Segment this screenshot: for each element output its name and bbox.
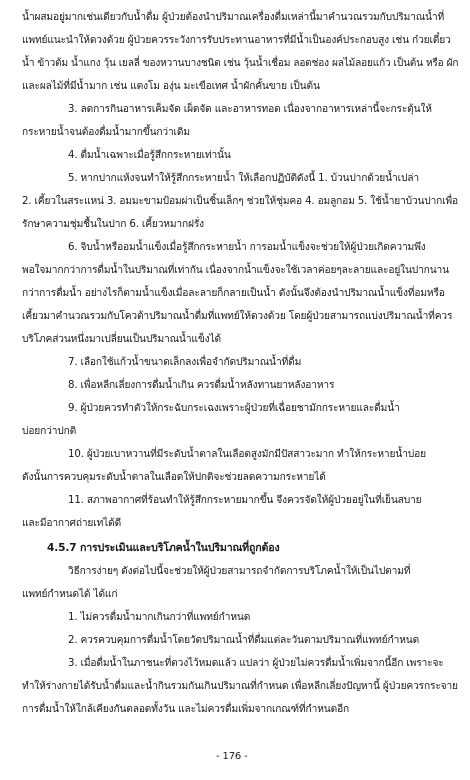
- paragraph-line: บริโภคส่วนหนึ่งมาเปลี่ยนเป็นปริมาณน้ำแข็งได้: [22, 334, 221, 345]
- list-item-4: 4. ดื่มน้ำเฉพาะเมื่อรู้สึกกระหายเท่านั้น: [68, 150, 231, 161]
- list-item-5: 5. หากปากแห้งจนทำให้รู้สึกกระหายน้ำ ให้เลือกปฏิบัติดังนี้ 1. บ้วนปากด้วยน้ำเปล่า: [68, 173, 419, 184]
- paragraph-line: วิธีการง่ายๆ ดังต่อไปนี้จะช่วยให้ผู้ป่วยสามารถจำกัดการบริโภคน้ำให้เป็นไปตามที่: [68, 566, 411, 577]
- paragraph-line: แพทย์แนะนำให้ดวงด้วย ผู้ป่วยควรระวังการรับประทานอาหารที่มีน้ำเป็นองค์ประกอบสูง เช่น ก๋วยเตี๋ยว: [22, 35, 451, 46]
- list-item-10: 10. ผู้ป่วยเบาหวานที่มีระดับน้ำตาลในเลือดสูงมักมีปัสสาวะมาก ทำให้กระหายน้ำบ่อย: [68, 449, 426, 460]
- list-item-6: 6. จิบน้ำหรืออมน้ำแข็งเมื่อรู้สึกกระหายน้ำ การอมน้ำแข็งจะช่วยให้ผู้ป่วยเกิดความพึง: [68, 242, 426, 253]
- paragraph-line: บ่อยกว่าปกติ: [22, 426, 77, 437]
- numbered-item-1: 1. ไม่ควรดื่มน้ำมากเกินกว่าที่แพทย์กำหนด: [68, 612, 251, 623]
- paragraph-line: แพทย์กำหนดได้ ได้แก่: [22, 589, 118, 600]
- paragraph-line: ทำให้ร่างกายได้รับน้ำดื่มและน้ำกินรวมกันเกินปริมาณที่กำหนด เพื่อหลีกเลี่ยงปัญหานี้ ผู้ป่วยควรกระจาย: [22, 681, 458, 692]
- list-item-9: 9. ผู้ป่วยควรทำตัวให้กระฉับกระเฉงเพราะผู้ป่วยที่เฉื่อยชามักกระหายและดื่มน้ำ: [68, 403, 400, 414]
- paragraph-line: รักษาความชุ่มชื้นในปาก 6. เคี้ยวหมากฝรั่ง: [22, 219, 204, 230]
- paragraph-line: และมีอากาศถ่ายเทได้ดี: [22, 518, 122, 529]
- paragraph-line: และผลไม้ที่มีน้ำมาก เช่น แตงโม องุ่น มะเขือเทศ น้ำผักคั้นขาย เป็นต้น: [22, 81, 320, 92]
- paragraph-line: น้ำผสมอยู่มากเช่นเดียวกับน้ำดื่ม ผู้ป่วยต้องนำปริมาณเครื่องดื่มเหล่านี้มาคำนวณรวมกับปริมาณน้ำที่: [22, 12, 445, 23]
- list-item-8: 8. เพื่อหลีกเลี่ยงการดื่มน้ำเกิน ควรดื่มน้ำหลังทานยาหลังอาหาร: [68, 380, 335, 391]
- paragraph-line: น้ำ ข้าวต้ม น้ำแกง วุ้น เยลลี่ ของหวานบางชนิด เช่น วุ้นน้ำเชื่อม ลอดช่อง ผลไม้ลอยแก้ว เป็นต้น หรือ ผัก: [22, 58, 459, 69]
- paragraph-line: 2. เคี้ยวในสระแหน่ 3. อมมะขามป้อมผ่าเป็นชิ้นเล็กๆ ช่วยให้ชุ่มคอ 4. อมลูกอม 5. ใช้น้ำยาบ้วนปากเพื่อ: [22, 196, 459, 207]
- paragraph-line: เคี้ยวมาคำนวณรวมกับโควต้าปริมาณน้ำดื่มที่แพทย์ให้ดวงด้วย โดยผู้ป่วยสามารถแบ่งปริมาณน้ำที่ควร: [22, 311, 453, 322]
- list-item-3: 3. ลดการกินอาหารเค็มจัด เผ็ดจัด และอาหารทอด เนื่องจากอาหารเหล่านี้จะกระตุ้นให้: [68, 104, 432, 115]
- list-item-7: 7. เลือกใช้แก้วน้ำขนาดเล็กลงเพื่อจำกัดปริมาณน้ำที่ดื่ม: [68, 357, 302, 368]
- paragraph-line: การดื่มน้ำให้ใกล้เคียงกันตลอดทั้งวัน และไม่ควรดื่มเพิ่มจากเกณฑ์ที่กำหนดอีก: [22, 704, 350, 715]
- paragraph-line: กระหายน้ำจนต้องดื่มน้ำมากขึ้นกว่าเดิม: [22, 127, 190, 138]
- paragraph-line: กว่าการดื่มน้ำ อย่างไรก็ตามน้ำแข็งเมื่อละลายก็กลายเป็นน้ำ ดังนั้นจึงต้องนำปริมาณน้ำแข็งที่อมหรือ: [22, 288, 445, 299]
- numbered-item-2: 2. ควรควบคุมการดื่มน้ำโดยวัดปริมาณน้ำที่ดื่มแต่ละวันตามปริมาณที่แพทย์กำหนด: [68, 635, 420, 646]
- section-heading: 4.5.7 การประเมินและบริโภคน้ำในปริมาณที่ถูกต้อง: [47, 542, 280, 554]
- list-item-11: 11. สภาพอากาศที่ร้อนทำให้รู้สึกกระหายมากขึ้น จึงควรจัดให้ผู้ป่วยอยู่ในที่เย็นสบาย: [68, 495, 422, 506]
- numbered-item-3: 3. เมื่อดื่มน้ำในภาชนะที่ตวงไว้หมดแล้ว แปลว่า ผู้ป่วยไม่ควรดื่มน้ำเพิ่มจากนี้อีก เพราะจะ: [68, 658, 444, 669]
- paragraph-line: พอใจมากกว่าการดื่มน้ำในปริมาณที่เท่ากัน เนื่องจากน้ำแข็งจะใช้เวลาค่อยๆละลายและอยู่ในปากนาน: [22, 265, 449, 276]
- paragraph-line: ดังนั้นการควบคุมระดับน้ำตาลในเลือดให้ปกติจะช่วยลดความกระหายได้: [22, 472, 326, 483]
- page-number: - 176 -: [216, 751, 248, 762]
